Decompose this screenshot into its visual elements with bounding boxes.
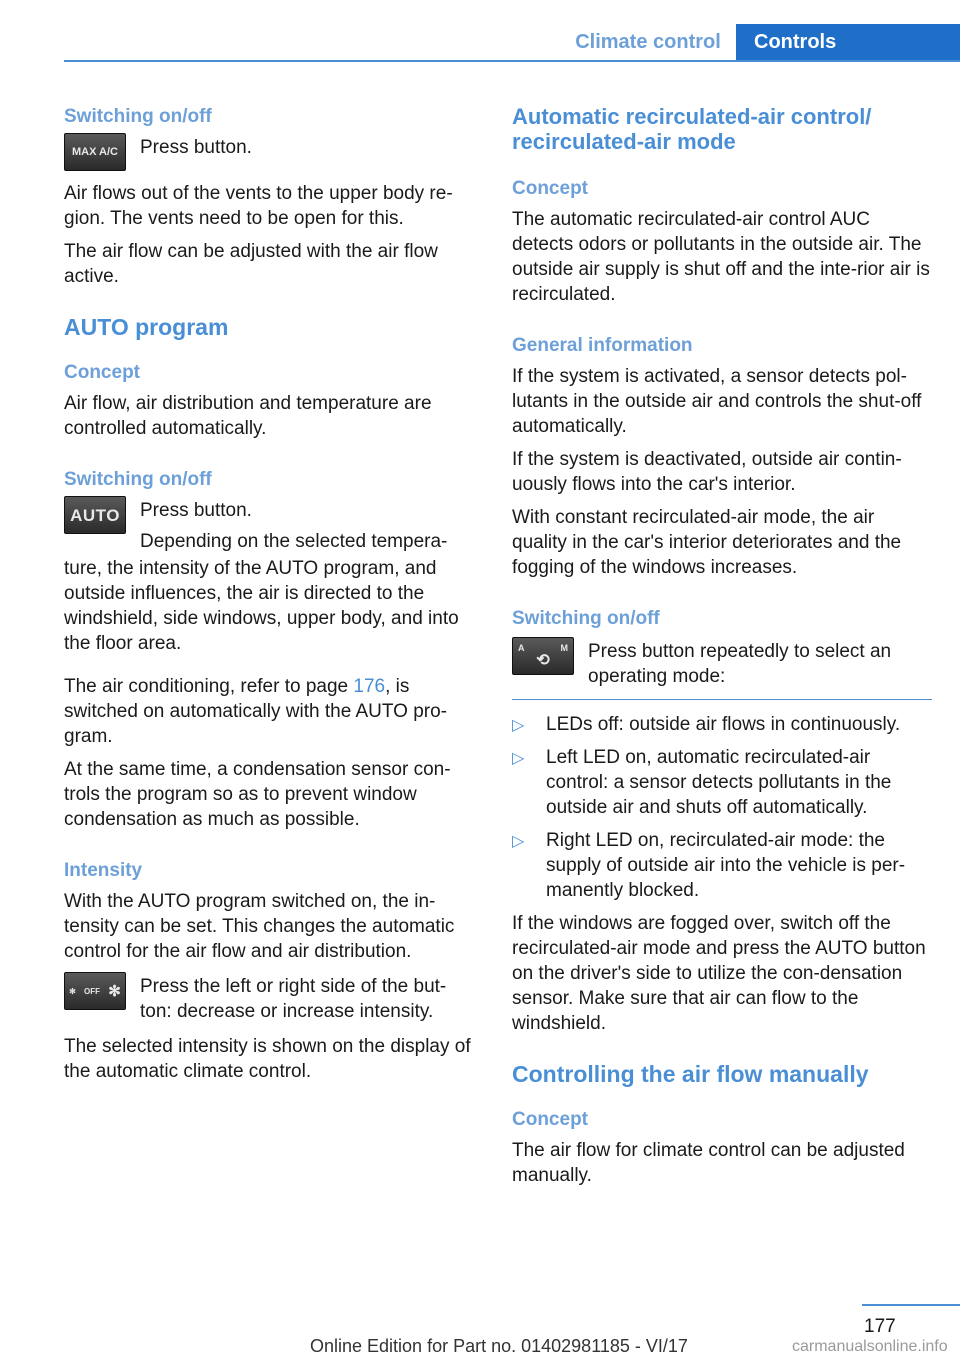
header-rule bbox=[64, 60, 960, 62]
recirculation-button-icon bbox=[512, 637, 574, 675]
text: The air conditioning, refer to page bbox=[64, 676, 354, 697]
paragraph: If the windows are fogged over, switch off the recirculated-air mode and press the AUTO button on the driver's side to utilize the con-densation sensor. Make sure that air can flow to the windshield. bbox=[512, 913, 926, 1034]
list-item bbox=[512, 712, 932, 737]
auto-button-icon: AUTO bbox=[64, 496, 126, 534]
heading-intensity: Intensity bbox=[64, 860, 143, 881]
divider bbox=[512, 699, 932, 700]
heading-switching-on-off: Switching on/off bbox=[64, 106, 212, 127]
paragraph: The automatic recirculated-air control AUC detects odors or pollutants in the outside air. The outside air supply is shut off and the inte-rior air is recirculated. bbox=[512, 209, 930, 305]
list-item bbox=[512, 745, 932, 820]
fan-small-icon: ✻ bbox=[69, 986, 76, 996]
tab-controls: Controls bbox=[736, 24, 960, 61]
manual-led-label: M bbox=[560, 643, 568, 653]
heading-manual-air-flow: Controlling the air flow manually bbox=[512, 1061, 869, 1087]
heading-switching-on-off: Switching on/off bbox=[512, 608, 660, 629]
paragraph-page-ref bbox=[64, 674, 476, 749]
triangle-bullet-icon: ▷ bbox=[512, 750, 525, 767]
auto-button-text bbox=[140, 498, 476, 554]
paragraph: With the AUTO program switched on, the in-tensity can be set. This changes the automatic control for the air flow and air distribution. bbox=[64, 891, 455, 962]
recirc-button-text: Press button repeatedly to select an operating mode: bbox=[588, 641, 892, 687]
page-link[interactable]: 176 bbox=[353, 676, 386, 697]
right-column bbox=[512, 104, 932, 1196]
paragraph: With constant recirculated-air mode, the air quality in the car's interior deteriorates and the fogging of the windows increases. bbox=[512, 507, 902, 578]
heading-recirculated-air: Automatic recirculated-air control/ recirculated-air mode bbox=[512, 104, 872, 154]
fan-large-icon: ✻ bbox=[108, 982, 121, 1000]
paragraph: The air flow for climate control can be adjusted manually. bbox=[512, 1140, 905, 1186]
paragraph: ture, the intensity of the AUTO program, and outside influences, the air is directed to the windshield, side windows, upper body, and into the floor area. bbox=[64, 558, 459, 654]
paragraph: Air flows out of the vents to the upper body re-gion. The vents need to be open for this. bbox=[64, 183, 453, 229]
left-column bbox=[64, 104, 476, 1092]
auto-led-label: A bbox=[518, 643, 525, 653]
heading-concept: Concept bbox=[64, 362, 140, 383]
paragraph-start: Depending on the selected tempera- bbox=[140, 531, 448, 552]
heading-concept: Concept bbox=[512, 178, 588, 199]
tab-climate-control: Climate control bbox=[560, 24, 736, 61]
list-item bbox=[512, 828, 932, 903]
mode-list bbox=[512, 712, 932, 903]
recirc-button-row bbox=[512, 639, 932, 689]
paragraph: The air flow can be adjusted with the air flow active. bbox=[64, 241, 438, 287]
intensity-button-text: Press the left or right side of the but-ton: decrease or increase intensity. bbox=[140, 976, 447, 1022]
heading-concept: Concept bbox=[512, 1109, 588, 1130]
list-item-text: Left LED on, automatic recirculated-air control: a sensor detects pollutants in the outside air and shuts off automatically. bbox=[546, 747, 892, 818]
list-item-text: Right LED on, recirculated-air mode: the supply of outside air into the vehicle is per-manently blocked. bbox=[546, 830, 906, 901]
paragraph: Air flow, air distribution and temperature are controlled automatically. bbox=[64, 393, 432, 439]
text: , is switched on automatically with the AUTO pro-gram. bbox=[64, 676, 447, 747]
heading-auto-program: AUTO program bbox=[64, 314, 229, 340]
auto-button-row bbox=[64, 498, 476, 554]
footer-rule bbox=[862, 1304, 960, 1306]
off-label: OFF bbox=[84, 986, 101, 996]
paragraph: At the same time, a condensation sensor con-trols the program so as to prevent window condensation as much as possible. bbox=[64, 759, 451, 830]
intensity-button-row bbox=[64, 974, 476, 1024]
paragraph: The selected intensity is shown on the display of the automatic climate control. bbox=[64, 1036, 471, 1082]
maxac-button-row bbox=[64, 135, 476, 171]
triangle-bullet-icon: ▷ bbox=[512, 717, 525, 734]
max-ac-button-icon: MAX A/C bbox=[64, 133, 126, 171]
paragraph: If the system is activated, a sensor detects pol-lutants in the outside air and controls the shut-off automatically. bbox=[512, 366, 922, 437]
heading-general-information: General information bbox=[512, 335, 693, 356]
fan-intensity-button-icon bbox=[64, 972, 126, 1010]
car-recirculation-icon: ⟲ bbox=[536, 652, 550, 669]
triangle-bullet-icon: ▷ bbox=[512, 833, 525, 850]
press-button-text: Press button. bbox=[140, 500, 252, 521]
edition-text: Online Edition for Part no. 01402981185 - VI/17 bbox=[310, 1336, 688, 1356]
paragraph: If the system is deactivated, outside air contin-uously flows into the car's interior. bbox=[512, 449, 902, 495]
heading-switching-on-off: Switching on/off bbox=[64, 469, 212, 490]
page-number: 177 bbox=[864, 1316, 896, 1337]
list-item-text: LEDs off: outside air flows in continuously. bbox=[546, 714, 901, 735]
watermark: carmanualsonline.info bbox=[792, 1338, 948, 1355]
press-button-text: Press button. bbox=[140, 137, 252, 158]
